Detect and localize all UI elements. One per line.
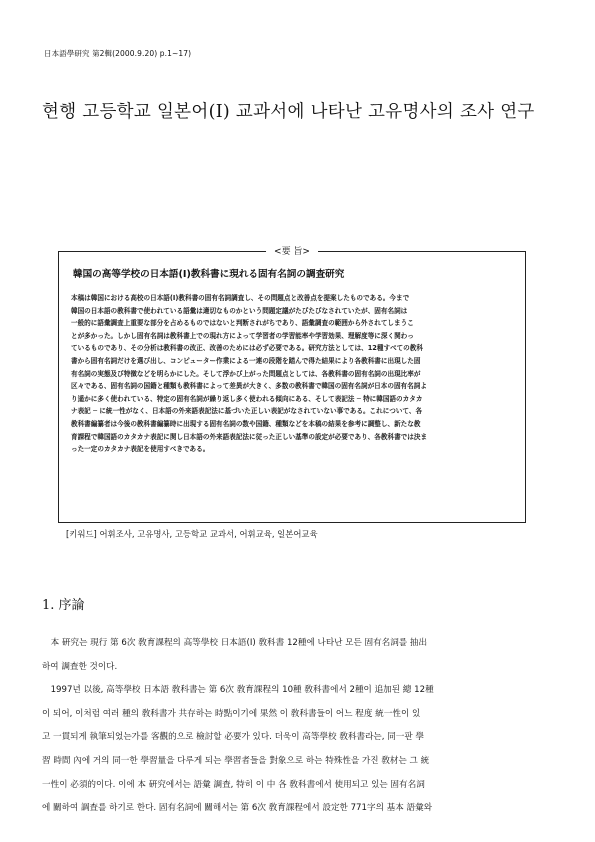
abstract-line: った一定のカタカナ表記を使用すべきである。	[71, 445, 210, 454]
abstract-line: 書から固有名詞だけを選び出し、コンピューター作業による一連の段階を踏んで得た結果により各教科書に出現した固	[71, 356, 421, 365]
body-text	[42, 632, 562, 821]
journal-citation: 日本語學研究 第2輯(2000.9.20) p.1~17)	[44, 49, 192, 58]
body-line: 本 硏究는 現行 第 6次 敎育課程의 高等學校 日本語(I) 敎科書 12種에 나타난 모든 固有名詞를 抽出	[42, 638, 428, 648]
body-line: 에 關하여 調査를 하기로 한다. 固有名詞에 關해서는 第 6次 敎育課程에서 設定한 771字의 基本 語彙와	[42, 803, 433, 814]
abstract-body	[71, 292, 515, 456]
abstract-line: 教科書編纂者は今後の教科書編纂時に出現する固有名詞の数や国籍、種類などを本稿の結果を参考に調整し、新たな教	[71, 419, 421, 428]
abstract-line: 韓国の日本語の教科書で使われている語彙は適切なものかという問題定議がたびたびなされていたが、固有名詞は	[71, 306, 408, 315]
body-line: 하여 調査한 것이다.	[42, 661, 118, 672]
section-heading: 1. 序論	[42, 598, 85, 613]
body-line: 1997년 以後, 高等學校 日本語 敎科書는 第 6次 敎育課程의 10種 敎科書에서 2種이 追加된 總 12種	[42, 685, 434, 696]
abstract-line: ナ表記 ─ に統一性がなく、日本語の外来語表記法に基づいた正しい表記がなされていない事である。これについて、各	[71, 407, 423, 416]
body-line: 習 時間 內에 거의 同一한 學習量을 다루게 되는 學習者들을 對象으로 하는 特殊性을 가진 敎材는 그 統	[42, 755, 430, 766]
body-line: 고 一貫되게 執筆되었는가를 客觀的으로 檢討할 必要가 있다. 더욱이 高等學校 敎科書라는, 同一판 學	[42, 732, 425, 743]
keywords: [키워드] 어휘조사, 고유명사, 고등학교 교과서, 어휘교육, 일본어교육	[66, 529, 318, 539]
abstract-line: 区々である、固有名詞の国籍と種類も教科書によって差異が大きく、多数の教科書で韓国の固有名詞が日本の固有名詞よ	[71, 382, 427, 391]
abstract-line: 一般的に語彙調査上重要な部分を占めるものではないと判断されがちであり、語彙調査の範囲から外されてしまうこ	[71, 319, 414, 328]
body-line: 一性이 必須的이다. 이에 本 硏究에서는 語彙 調査, 特히 이 中 各 敎科書에서 使用되고 있는 固有名詞	[42, 779, 425, 790]
abstract-line: り遥かに多く使われている、特定の固有名詞が繰り返し多く使われる傾向にある、そして表記法 ─ 特に韓国語のカタカ	[71, 394, 423, 403]
abstract-box	[58, 247, 526, 523]
paper-title: 현행 고등학교 일본어(I) 교과서에 나타난 고유명사의 조사 연구	[42, 102, 535, 122]
abstract-label: <要 旨>	[266, 244, 318, 257]
abstract-line: とが多かった。しかし固有名詞は教科書上での現れ方によって学習者の学習能率や学習効果、理解度等に深く関わっ	[71, 331, 414, 340]
abstract-title: 韓国の高等学校の日本語(I)教科書に現れる固有名詞の調査研究	[73, 269, 345, 280]
body-line: 이 되어, 이처럼 여러 種의 敎科書가 共存하는 時點이기에 果然 이 敎科書들이 어느 程度 統一性이 있	[42, 708, 421, 719]
abstract-line: 育課程で韓国語のカタカナ表記に関し日本語の外来語表記法に従った正しい基準の設定が必要であり、各教科書では決ま	[71, 432, 428, 441]
abstract-line: 本稿は韓国における高校の日本語(I)教科書の固有名詞調査し、その問題点と改善点を提案したものである。今まで	[71, 294, 410, 302]
abstract-line: 有名詞の実態及び特徴などを明らかにした。そして浮かび上がった問題点としては、各教科書の固有名詞の出現比率が	[71, 369, 421, 378]
abstract-line: ているものであり、その分析は教科書の改正、改善のためには必ず必要である。研究方法としては、12種すべての教科	[71, 344, 423, 353]
